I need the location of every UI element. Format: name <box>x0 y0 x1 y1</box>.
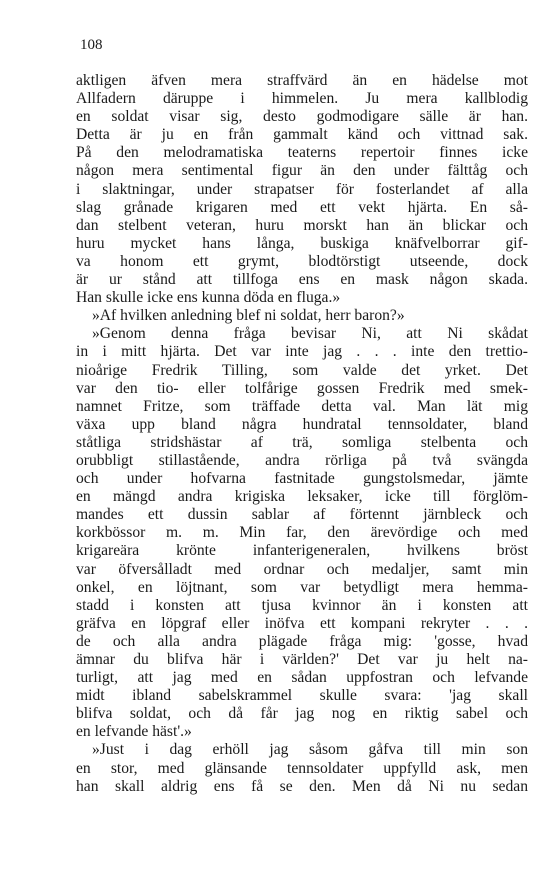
text-line: aktligen äfven mera straffvärd än en hädelse mot <box>76 72 528 89</box>
text-line: ståtliga stridshästar af trä, somliga stelbenta och <box>76 433 528 451</box>
text-line: stadd i konsten att tjusa kvinnor än i konsten att <box>76 596 528 614</box>
text-line: huru mycket hans långa, buskiga knäfvelborrar gif- <box>76 234 528 252</box>
text-line: turligt, att jag med en sådan uppfostran och lefvande <box>76 669 528 687</box>
text-line: växa upp bland några hundratal tennsoldater, bland <box>76 415 528 433</box>
text-line: Han skulle icke ens kunna döda en fluga.» <box>76 289 341 307</box>
text-line: gräfva en löpgraf eller inöfva ett kompani rekryter . . . <box>76 614 528 632</box>
text-line: orubbligt stillastående, andra rörliga på två svängda <box>76 451 528 469</box>
text-line: onkel, en löjtnant, som var betydligt mera hemma- <box>76 578 528 596</box>
text-line: en lefvande häst'.» <box>76 723 192 741</box>
text-line: Allfadern däruppe i himmelen. Ju mera kallblodig <box>76 90 528 108</box>
text-line: blifva soldat, och då får jag nog en riktig sabel och <box>76 705 528 723</box>
page-number: 108 <box>80 37 103 53</box>
text-line: han skall aldrig ens få se den. Men då Ni nu sedan <box>76 777 528 795</box>
text-line: in i mitt hjärta. Det var inte jag . . . inte den trettio- <box>76 343 528 361</box>
text-line: någon mera sentimental figur än den under fälttåg och <box>76 162 528 180</box>
text-line: är ur stånd att tillfoga ens en mask någon skada. <box>76 271 528 289</box>
text-line: »Genom denna fråga bevisar Ni, att Ni skådat <box>92 325 528 343</box>
text-line: namnet Fritze, som träffade detta val. Man lät mig <box>76 397 528 415</box>
text-line: en stor, med glänsande tennsoldater uppfylld ask, men <box>76 759 528 777</box>
text-line: dan stelbent veteran, huru morskt han än blickar och <box>76 216 528 234</box>
text-line: en mängd andra krigiska leksaker, icke till förglöm- <box>76 488 528 506</box>
text-line: och under hofvarna fastnitade gungstolsmedar, jämte <box>76 470 528 488</box>
text-line: nioårige Fredrik Tilling, som valde det yrket. Det <box>76 361 528 379</box>
body-text <box>76 72 528 796</box>
text-line: de och alla andra plägade fråga mig: 'gosse, hvad <box>76 632 528 650</box>
text-line: mandes ett dussin sablar af förtennt järnbleck och <box>76 506 528 524</box>
text-line: Detta är ju en från gammalt känd och vittnad sak. <box>76 126 528 144</box>
text-line: ämnar du blifva här i världen?' Det var ju helt na- <box>76 651 528 668</box>
text-line: midt ibland sabelskrammel skulle svara: 'jag skall <box>76 687 528 705</box>
text-line: krigareära krönte infanterigeneralen, hvilkens bröst <box>76 542 528 560</box>
text-line: »Just i dag erhöll jag såsom gåfva till min son <box>92 741 528 759</box>
text-line: var den tio- eller tolfårige gossen Fredrik med smek- <box>76 379 528 397</box>
text-line: var öfversålladt med ordnar och medaljer, samt min <box>76 560 528 578</box>
text-line: På den melodramatiska teaterns repertoir finnes icke <box>76 144 528 162</box>
text-line: en soldat visar sig, desto godmodigare sälle är han. <box>76 108 528 126</box>
text-line: »Af hvilken anledning blef ni soldat, herr baron?» <box>92 307 405 325</box>
text-line: slag grånade krigaren med ett vekt hjärta. En så- <box>76 198 528 216</box>
text-line: i slaktningar, under strapatser för fosterlandet af alla <box>76 180 528 198</box>
text-line: va honom ett grymt, blodtörstigt utseende, dock <box>76 252 528 270</box>
text-line: korkbössor m. m. Min far, den ärevördige och med <box>76 524 528 542</box>
